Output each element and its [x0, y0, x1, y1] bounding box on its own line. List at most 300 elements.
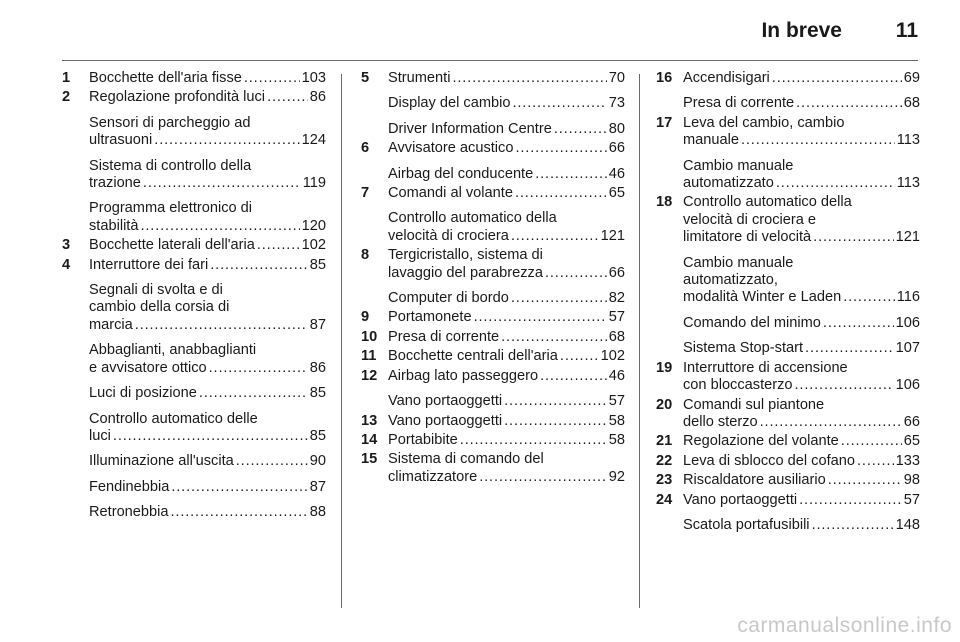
entry-leader-line — [89, 428, 326, 445]
entry-page-ref: 86 — [309, 359, 326, 376]
index-entry — [656, 517, 920, 534]
index-entry — [656, 115, 920, 150]
dot-leader — [857, 453, 894, 470]
entry-line: cambio della corsia di — [89, 299, 230, 316]
entry-text — [89, 385, 326, 402]
entry-leader-line — [89, 175, 326, 192]
dot-leader — [460, 432, 607, 449]
index-entry — [656, 397, 920, 432]
entry-label: Luci di posizione — [89, 385, 197, 402]
dot-leader — [474, 309, 607, 326]
entry-text — [388, 393, 625, 410]
entry-line: Sistema di comando del — [388, 451, 544, 468]
entry-text — [89, 282, 326, 334]
entry-text — [388, 95, 625, 112]
entry-label: Presa di corrente — [683, 95, 795, 112]
dot-leader — [171, 479, 307, 496]
entry-number: 6 — [361, 140, 370, 157]
entry-leader-line — [388, 329, 625, 346]
entry-line: Leva del cambio, cambio — [683, 114, 845, 131]
entry-label: Fendinebbia — [89, 478, 170, 495]
entry-page-ref: 106 — [895, 377, 920, 394]
entry-text — [89, 115, 326, 150]
dot-leader — [515, 185, 607, 202]
index-entry — [62, 257, 326, 274]
entry-label: manuale — [683, 132, 739, 149]
entry-label: Riscaldatore ausiliario — [683, 472, 826, 489]
index-entry — [361, 348, 625, 365]
entry-page-ref: 82 — [608, 290, 625, 307]
entry-leader-line — [388, 185, 625, 202]
index-entry — [656, 360, 920, 395]
entry-line: Segnali di svolta e di — [89, 282, 223, 299]
dot-leader — [772, 70, 902, 87]
entry-number: 10 — [361, 328, 378, 345]
entry-text — [683, 255, 920, 307]
entry-number: 5 — [361, 70, 370, 86]
entry-page-ref: 103 — [301, 70, 326, 86]
dot-leader — [828, 472, 902, 489]
index-entry — [62, 504, 326, 521]
entry-page-ref: 124 — [301, 132, 326, 149]
entry-label: Vano portaoggetti — [388, 393, 503, 410]
entry-line: Comandi sul piantone — [683, 396, 825, 413]
entry-number: 4 — [62, 256, 71, 273]
entry-label: ultrasuoni — [89, 132, 153, 149]
entry-label: Display del cambio — [388, 95, 511, 112]
entry-leader-line — [388, 166, 625, 183]
dot-leader — [799, 492, 902, 509]
entry-number: 8 — [361, 247, 370, 264]
entry-line: Controllo automatico della — [388, 210, 557, 227]
entry-text — [89, 158, 326, 193]
index-column-3 — [656, 68, 920, 534]
index-entry — [361, 185, 625, 202]
entry-leader-line — [683, 414, 920, 431]
dot-leader — [796, 95, 902, 112]
dot-leader — [795, 377, 894, 394]
entry-text — [89, 70, 326, 87]
entry-label: Portabibite — [388, 431, 458, 448]
entry-page-ref: 66 — [903, 413, 920, 430]
entry-leader-line — [683, 472, 920, 489]
entry-number: 20 — [656, 396, 673, 413]
entry-label: stabilità — [89, 217, 139, 234]
entry-label: Regolazione profondità luci — [89, 89, 266, 106]
entry-label: Presa di corrente — [388, 328, 500, 345]
column-divider — [639, 74, 640, 608]
entry-page-ref: 102 — [600, 348, 625, 365]
index-entry — [361, 290, 625, 307]
entry-page-ref: 98 — [903, 472, 920, 489]
entry-page-ref: 58 — [608, 431, 625, 448]
dot-leader — [257, 237, 300, 254]
entry-text — [683, 433, 920, 450]
entry-leader-line — [388, 265, 625, 282]
index-entry — [361, 393, 625, 410]
entry-leader-line — [683, 315, 920, 332]
entry-page-ref: 121 — [895, 229, 920, 246]
entry-number: 19 — [656, 359, 673, 376]
dot-leader — [776, 175, 895, 192]
dot-leader — [540, 368, 607, 385]
entry-label: Vano portaoggetti — [683, 491, 798, 508]
dot-leader — [554, 121, 607, 138]
entry-number: 18 — [656, 194, 673, 211]
entry-number: 13 — [361, 412, 378, 429]
entry-leader-line — [683, 289, 920, 306]
entry-text — [388, 70, 625, 87]
entry-page-ref: 85 — [309, 256, 326, 273]
entry-number: 11 — [361, 348, 377, 365]
dot-leader — [812, 517, 894, 534]
entry-page-ref: 68 — [903, 95, 920, 112]
entry-line: Controllo automatico della — [683, 194, 852, 211]
entry-text — [89, 89, 326, 106]
entry-leader-line — [89, 132, 326, 149]
entry-number: 2 — [62, 89, 71, 106]
entry-label: con bloccasterzo — [683, 377, 793, 394]
index-entry — [62, 237, 326, 254]
entry-number: 23 — [656, 472, 673, 489]
dot-leader — [805, 340, 894, 357]
entry-text — [89, 504, 326, 521]
entry-line: Cambio manuale — [683, 157, 794, 174]
entry-page-ref: 58 — [608, 412, 625, 429]
index-column-2 — [361, 68, 625, 486]
entry-page-ref: 66 — [608, 140, 625, 157]
entry-leader-line — [683, 453, 920, 470]
entry-number: 17 — [656, 114, 673, 131]
index-entry — [656, 453, 920, 470]
entry-page-ref: 57 — [608, 393, 625, 410]
entry-label: velocità di crociera — [388, 227, 509, 244]
entry-text — [388, 290, 625, 307]
index-entry — [656, 315, 920, 332]
index-entry — [656, 95, 920, 112]
header-rule — [62, 60, 918, 61]
index-entry — [361, 309, 625, 326]
entry-number: 21 — [656, 433, 673, 450]
entry-text — [388, 451, 625, 486]
entry-label: Strumenti — [388, 70, 451, 86]
index-entry — [656, 158, 920, 193]
entry-text — [683, 360, 920, 395]
index-entry — [361, 121, 625, 138]
dot-leader — [504, 393, 607, 410]
entry-leader-line — [89, 237, 326, 254]
dot-leader — [515, 140, 606, 157]
entry-leader-line — [89, 360, 326, 377]
entry-text — [388, 432, 625, 449]
dot-leader — [560, 348, 599, 365]
index-column-1 — [62, 68, 326, 522]
entry-leader-line — [683, 492, 920, 509]
entry-page-ref: 90 — [309, 453, 326, 470]
page-title: In breve — [761, 19, 842, 42]
dot-leader — [143, 175, 301, 192]
entry-line: Programma elettronico di — [89, 200, 253, 217]
entry-text — [683, 158, 920, 193]
dot-leader — [843, 289, 895, 306]
entry-text — [683, 315, 920, 332]
dot-leader — [823, 315, 894, 332]
dot-leader — [244, 70, 300, 87]
entry-text — [388, 329, 625, 346]
dot-leader — [813, 229, 893, 246]
entry-leader-line — [89, 453, 326, 470]
index-entry — [62, 89, 326, 106]
entry-line: automatizzato, — [683, 272, 778, 289]
entry-leader-line — [683, 70, 920, 87]
entry-line: Sensori di parcheggio ad — [89, 114, 251, 131]
dot-leader — [140, 218, 299, 235]
entry-text — [89, 200, 326, 235]
entry-text — [683, 453, 920, 470]
entry-page-ref: 113 — [896, 175, 920, 192]
entry-leader-line — [683, 95, 920, 112]
entry-label: Airbag lato passeggero — [388, 367, 539, 384]
entry-number: 9 — [361, 309, 370, 326]
entry-text — [388, 247, 625, 282]
entry-page-ref: 87 — [309, 478, 326, 495]
dot-leader — [236, 453, 308, 470]
entry-page-ref: 65 — [608, 185, 625, 202]
entry-leader-line — [388, 469, 625, 486]
entry-label: Avvisatore acustico — [388, 140, 514, 157]
index-entry — [361, 451, 625, 486]
entry-page-ref: 85 — [309, 385, 326, 402]
index-entry — [361, 70, 625, 87]
entry-leader-line — [388, 70, 625, 87]
entry-label: limitatore di velocità — [683, 229, 812, 246]
index-entry — [656, 70, 920, 87]
entry-page-ref: 121 — [600, 227, 625, 244]
entry-leader-line — [89, 504, 326, 521]
entry-line: Cambio manuale — [683, 254, 794, 271]
entry-text — [89, 479, 326, 496]
entry-label: Bocchette centrali dell'aria — [388, 348, 558, 365]
index-entry — [361, 413, 625, 430]
dot-leader — [113, 428, 308, 445]
entry-label: dello sterzo — [683, 413, 758, 430]
entry-label: e avvisatore ottico — [89, 359, 207, 376]
entry-leader-line — [89, 479, 326, 496]
index-entry — [62, 70, 326, 87]
entry-leader-line — [388, 121, 625, 138]
entry-leader-line — [683, 377, 920, 394]
dot-leader — [504, 413, 607, 430]
entry-page-ref: 133 — [895, 452, 920, 469]
entry-text — [683, 70, 920, 87]
entry-page-ref: 46 — [608, 165, 625, 182]
dot-leader — [511, 228, 599, 245]
entry-leader-line — [89, 385, 326, 402]
entry-line: Abbaglianti, anabbaglianti — [89, 342, 257, 359]
entry-label: trazione — [89, 175, 141, 192]
entry-number: 22 — [656, 452, 673, 469]
entry-text — [388, 348, 625, 365]
entry-page-ref: 73 — [608, 95, 625, 112]
page-number: 11 — [895, 19, 918, 42]
entry-leader-line — [388, 140, 625, 157]
entry-page-ref: 57 — [608, 309, 625, 326]
entry-page-ref: 119 — [302, 175, 326, 192]
page-header — [0, 0, 960, 60]
index-entry — [361, 329, 625, 346]
dot-leader — [760, 414, 902, 431]
entry-text — [89, 411, 326, 446]
entry-page-ref: 80 — [608, 120, 625, 137]
dot-leader — [511, 290, 607, 307]
index-entry — [361, 368, 625, 385]
entry-number: 24 — [656, 491, 673, 508]
entry-leader-line — [388, 348, 625, 365]
dot-leader — [267, 89, 308, 106]
entry-leader-line — [89, 317, 326, 334]
index-entry — [361, 95, 625, 112]
entry-label: Driver Information Centre — [388, 120, 552, 137]
entry-number: 7 — [361, 185, 370, 202]
dot-leader — [479, 469, 607, 486]
dot-leader — [512, 95, 606, 112]
entry-page-ref: 57 — [903, 491, 920, 508]
entry-text — [683, 472, 920, 489]
watermark: carmanualsonline.info — [737, 614, 952, 637]
entry-text — [388, 166, 625, 183]
entry-line: velocità di crociera e — [683, 211, 817, 228]
entry-text — [683, 492, 920, 509]
entry-leader-line — [388, 228, 625, 245]
entry-label: Comando del minimo — [683, 314, 821, 331]
dot-leader — [545, 265, 607, 282]
index-entry — [62, 479, 326, 496]
entry-leader-line — [683, 340, 920, 357]
entry-page-ref: 113 — [896, 132, 920, 149]
entry-leader-line — [388, 432, 625, 449]
entry-line: Controllo automatico delle — [89, 410, 258, 427]
entry-text — [89, 257, 326, 274]
entry-leader-line — [89, 218, 326, 235]
index-entry — [361, 140, 625, 157]
entry-leader-line — [388, 393, 625, 410]
dot-leader — [452, 70, 606, 87]
entry-page-ref: 116 — [896, 289, 920, 306]
index-entry — [62, 385, 326, 402]
index-entry — [656, 340, 920, 357]
entry-page-ref: 106 — [895, 314, 920, 331]
entry-label: automatizzato — [683, 175, 774, 192]
entry-text — [388, 210, 625, 245]
entry-leader-line — [388, 368, 625, 385]
entry-leader-line — [89, 70, 326, 87]
entry-text — [388, 309, 625, 326]
entry-leader-line — [89, 257, 326, 274]
entry-text — [683, 95, 920, 112]
entry-line: Interruttore di accensione — [683, 359, 848, 376]
dot-leader — [210, 257, 308, 274]
index-entry — [656, 255, 920, 307]
column-divider — [341, 74, 342, 608]
entry-label: climatizzatore — [388, 468, 478, 485]
entry-label: luci — [89, 427, 111, 444]
entry-page-ref: 102 — [301, 237, 326, 254]
entry-leader-line — [683, 517, 920, 534]
entry-number: 14 — [361, 431, 378, 448]
entry-leader-line — [683, 433, 920, 450]
entry-text — [683, 115, 920, 150]
entry-leader-line — [388, 290, 625, 307]
dot-leader — [135, 317, 308, 334]
entry-label: marcia — [89, 316, 133, 333]
entry-label: Vano portaoggetti — [388, 412, 503, 429]
entry-label: Regolazione del volante — [683, 433, 839, 450]
index-entry — [656, 492, 920, 509]
entry-label: Sistema Stop-start — [683, 340, 804, 357]
dot-leader — [154, 132, 299, 149]
index-entry — [62, 158, 326, 193]
entry-leader-line — [388, 309, 625, 326]
entry-leader-line — [89, 89, 326, 106]
entry-text — [388, 413, 625, 430]
index-entry — [361, 166, 625, 183]
entry-page-ref: 70 — [608, 70, 625, 86]
dot-leader — [841, 433, 902, 450]
entry-page-ref: 92 — [608, 468, 625, 485]
index-entry — [656, 194, 920, 246]
entry-number: 3 — [62, 237, 71, 254]
entry-number: 16 — [656, 70, 673, 86]
entry-page-ref: 87 — [309, 316, 326, 333]
entry-page-ref: 107 — [895, 340, 920, 357]
index-entry — [62, 115, 326, 150]
dot-leader — [199, 385, 308, 402]
entry-text — [683, 340, 920, 357]
index-entry — [62, 200, 326, 235]
entry-label: Interruttore dei fari — [89, 256, 209, 273]
entry-leader-line — [683, 175, 920, 192]
index-entry — [62, 282, 326, 334]
entry-label: Computer di bordo — [388, 290, 509, 307]
dot-leader — [535, 166, 607, 183]
index-entry — [361, 210, 625, 245]
entry-page-ref: 86 — [309, 89, 326, 106]
entry-label: Comandi al volante — [388, 185, 513, 202]
entry-leader-line — [388, 95, 625, 112]
entry-label: Leva di sblocco del cofano — [683, 452, 855, 469]
entry-number: 15 — [361, 451, 378, 468]
entry-text — [89, 342, 326, 377]
entry-label: Bocchette laterali dell'aria — [89, 237, 255, 254]
entry-page-ref: 46 — [608, 367, 625, 384]
index-entry — [656, 472, 920, 489]
dot-leader — [741, 132, 895, 149]
entry-page-ref: 66 — [608, 264, 625, 281]
index-entry — [361, 432, 625, 449]
dot-leader — [209, 360, 308, 377]
dot-leader — [501, 329, 607, 346]
entry-page-ref: 120 — [301, 217, 326, 234]
entry-page-ref: 88 — [309, 504, 326, 521]
index-entry — [361, 247, 625, 282]
entry-text — [388, 185, 625, 202]
dot-leader — [171, 504, 308, 521]
entry-text — [388, 121, 625, 138]
entry-text — [89, 453, 326, 470]
entry-text — [388, 140, 625, 157]
entry-label: Scatola portafusibili — [683, 516, 810, 533]
entry-line: Sistema di controllo della — [89, 157, 252, 174]
